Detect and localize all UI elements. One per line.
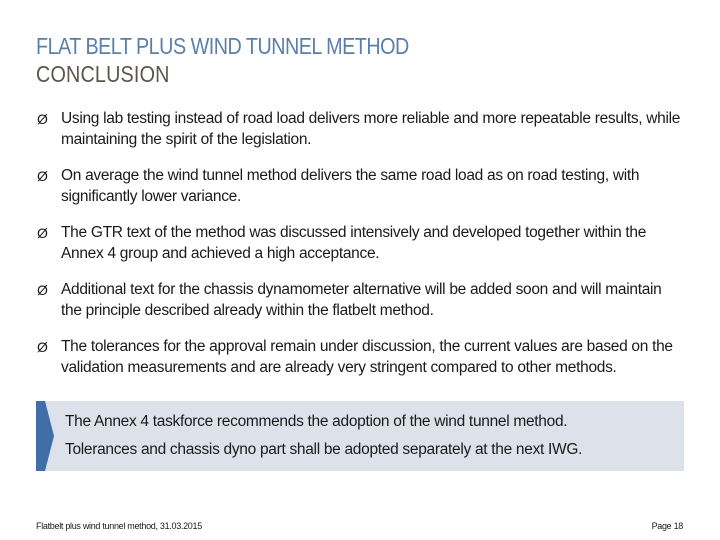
arrowhead-bullet-icon: Ø [37, 168, 48, 184]
slide-title [36, 32, 409, 88]
bullet-item [36, 222, 686, 264]
footer-document-label: Flatbelt plus wind tunnel method, 31.03.2015 [36, 521, 202, 531]
arrowhead-bullet-icon: Ø [37, 225, 48, 241]
bullet-item [36, 108, 686, 150]
bullet-list [36, 108, 686, 393]
bullet-text: Additional text for the chassis dynamometer alternative will be added soon and will maintain the principle described already within the flatbelt method. [61, 281, 662, 319]
bullet-item [36, 279, 686, 321]
title-line-2: CONCLUSION [36, 61, 170, 87]
bullet-item [36, 165, 686, 207]
bullet-text: Using lab testing instead of road load delivers more reliable and more repeatable results, while maintaining the spirit of the legislation. [61, 110, 681, 148]
bullet-text: On average the wind tunnel method delivers the same road load as on road testing, with significantly lower variance. [61, 167, 640, 205]
bullet-text: The GTR text of the method was discussed intensively and developed together within the Annex 4 group and achieved a high acceptance. [61, 224, 647, 262]
conclusion-callout [36, 401, 684, 471]
callout-recommendation: The Annex 4 taskforce recommends the adoption of the wind tunnel method. [65, 413, 568, 430]
arrowhead-bullet-icon: Ø [37, 282, 48, 298]
callout-tolerances-note: Tolerances and chassis dyno part shall be adopted separately at the next IWG. [65, 441, 583, 458]
arrowhead-bullet-icon: Ø [37, 339, 48, 355]
bullet-text: The tolerances for the approval remain under discussion, the current values are based on the validation measurements and are already very stringent compared to other methods. [61, 338, 673, 376]
bullet-item [36, 336, 686, 378]
chevron-right-icon [36, 401, 54, 471]
arrowhead-bullet-icon: Ø [37, 111, 48, 127]
footer-page-number: Page 18 [651, 521, 683, 531]
title-line-1: FLAT BELT PLUS WIND TUNNEL METHOD [36, 33, 409, 59]
